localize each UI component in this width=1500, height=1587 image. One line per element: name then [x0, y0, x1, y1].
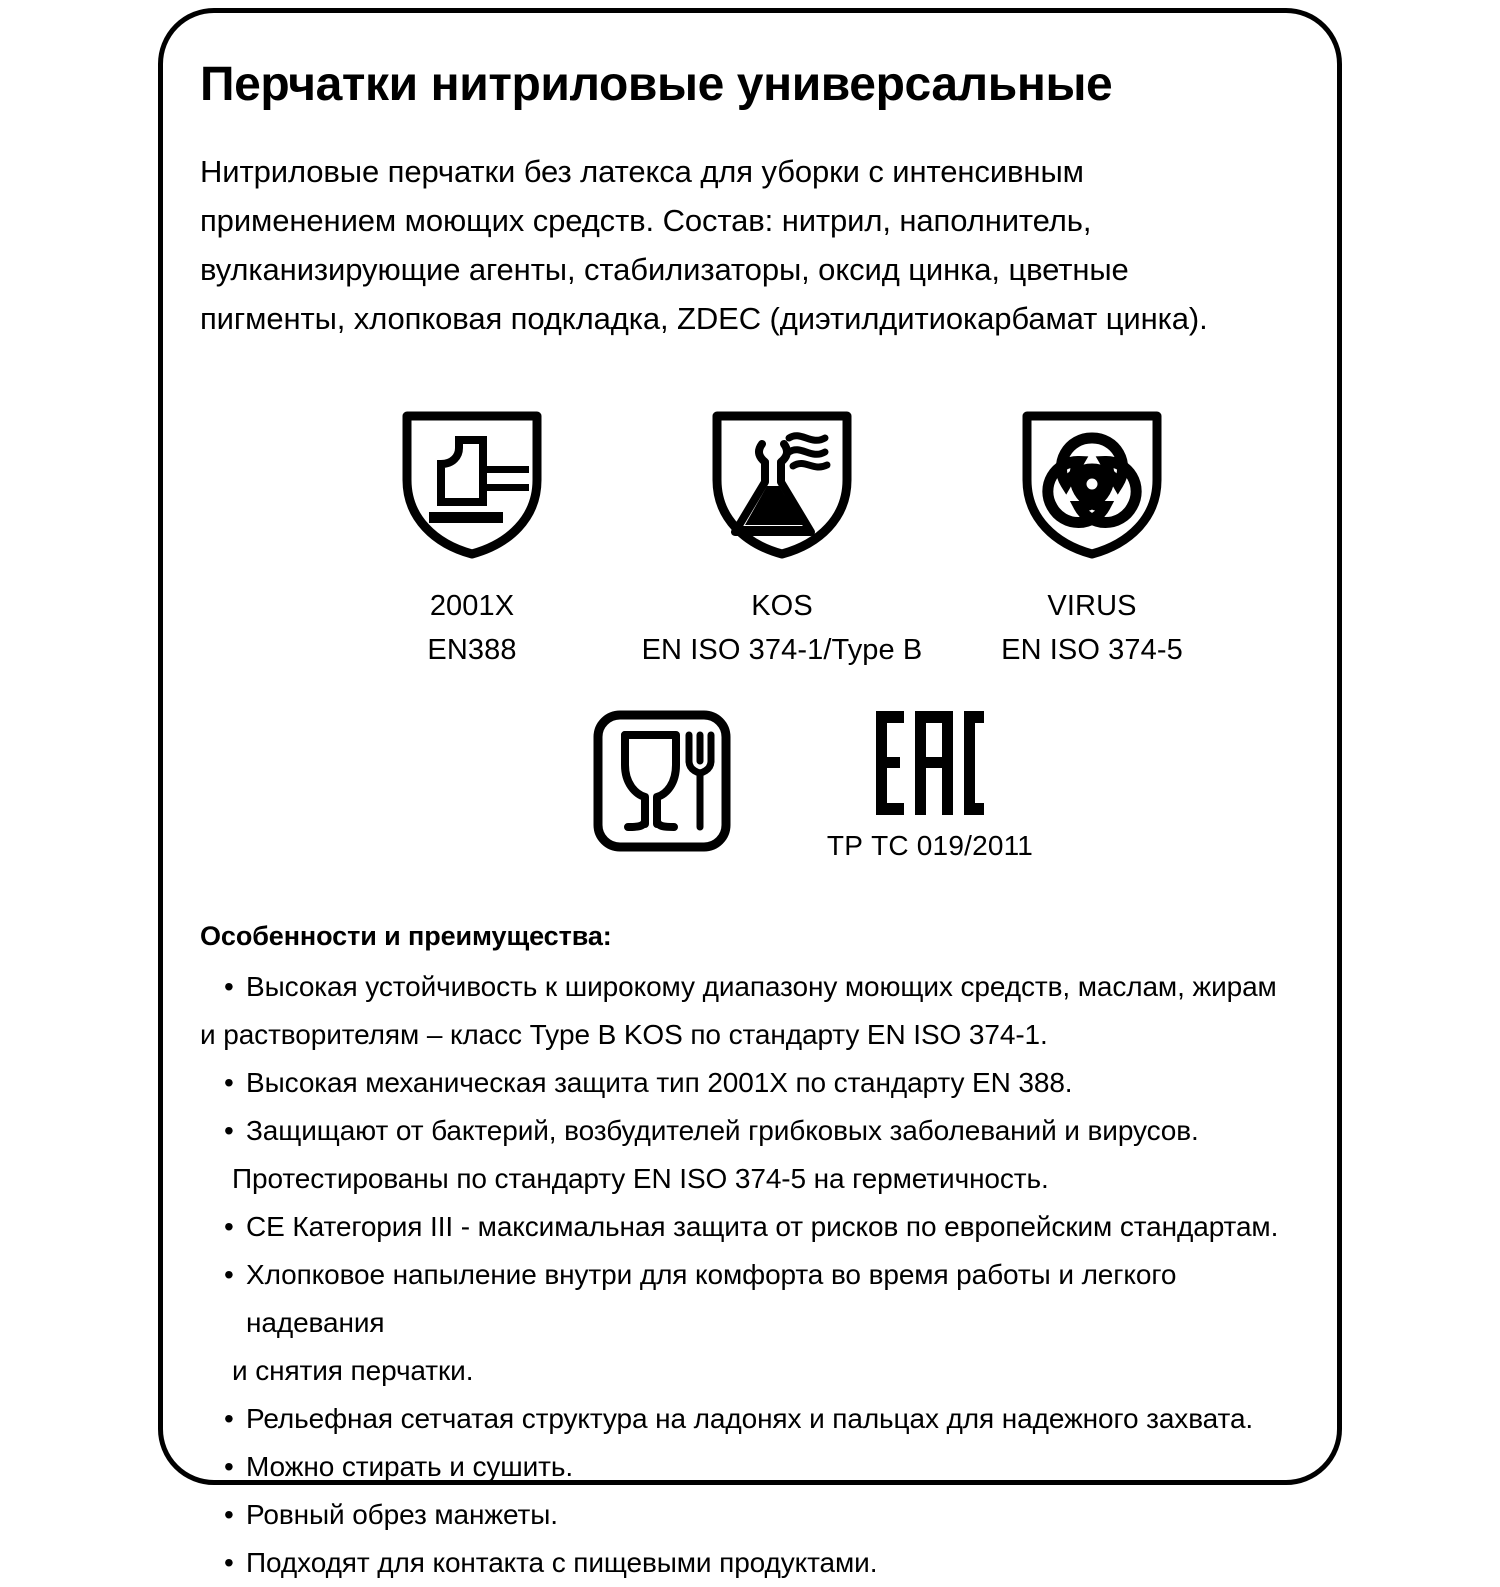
bullet-glyph: •	[224, 1451, 234, 1482]
pictogram-standard: EN388	[427, 634, 517, 666]
compliance-marks-row	[200, 707, 1310, 887]
bullet-glyph: •	[224, 1499, 234, 1530]
shield-biohazard-icon	[932, 408, 1252, 560]
pictogram-caption	[312, 584, 632, 672]
features-list	[200, 963, 1310, 1587]
bullet-glyph: •	[224, 1115, 234, 1146]
list-item	[200, 1107, 1310, 1203]
list-item	[200, 1539, 1310, 1587]
bullet-glyph: •	[224, 1211, 234, 1242]
list-item-line: Высокая механическая защита тип 2001X по стандарту EN 388.	[246, 1067, 1073, 1098]
list-item-line: Протестированы по стандарту EN ISO 374-5 на герметичность.	[232, 1163, 1049, 1194]
card-content	[200, 13, 1310, 1578]
food-safe-glass-fork-icon	[592, 709, 732, 858]
bullet-glyph: •	[224, 1259, 234, 1290]
certification-pictogram-row	[200, 408, 1310, 668]
pictogram-biohazard	[932, 408, 1252, 672]
bullet-glyph: •	[224, 971, 234, 1002]
pictogram-en388	[312, 408, 632, 672]
list-item	[200, 1059, 1310, 1107]
eac-mark-group	[800, 707, 1060, 862]
pictogram-standard: EN ISO 374-5	[1001, 634, 1183, 666]
list-item	[200, 963, 1310, 1059]
bullet-glyph: •	[224, 1067, 234, 1098]
list-item-line: Подходят для контакта с пищевыми продуктами.	[246, 1547, 878, 1578]
list-item-line: Высокая устойчивость к широкому диапазону моющих средств, маслам, жирам	[246, 971, 1277, 1002]
shield-mechanical-risks-icon	[312, 408, 632, 560]
pictogram-caption	[622, 584, 942, 672]
pictogram-chemical	[622, 408, 942, 672]
eac-conformity-mark-icon	[800, 707, 1060, 824]
list-item	[200, 1395, 1310, 1443]
pictogram-caption	[932, 584, 1252, 672]
list-item-line: Хлопковое напыление внутри для комфорта во время работы и легкого надевания	[246, 1259, 1177, 1338]
product-info-card	[158, 8, 1342, 1578]
list-item-line: Ровный обрез манжеты.	[246, 1499, 558, 1530]
list-item	[200, 1491, 1310, 1539]
pictogram-code: KOS	[751, 590, 813, 622]
list-item-line: и снятия перчатки.	[232, 1355, 474, 1386]
page-title: Перчатки нитриловые универсальные	[200, 58, 1113, 111]
list-item-line: CE Категория III - максимальная защита от рисков по европейским стандартам.	[246, 1211, 1279, 1242]
product-description: Нитриловые перчатки без латекса для уборки с интенсивным применением моющих средств. Состав: нитрил, наполнитель, вулканизирующие агенты, стабилизаторы, оксид цинка, цветные пигменты, хлопковая подкладка, ZDEC (диэтилдитиокарбамат цинка).	[200, 154, 1208, 336]
pictogram-code: VIRUS	[1047, 590, 1137, 622]
eac-caption: ТР ТС 019/2011	[826, 830, 1034, 861]
list-item-line: Можно стирать и сушить.	[246, 1451, 574, 1482]
list-item	[200, 1251, 1310, 1395]
shield-chemical-risks-icon	[622, 408, 942, 560]
pictogram-standard: EN ISO 374-1/Type B	[641, 634, 923, 666]
list-item-line: и растворителям – класс Type B KOS по стандарту EN ISO 374-1.	[200, 1019, 1048, 1050]
bullet-glyph: •	[224, 1547, 234, 1578]
list-item-line: Рельефная сетчатая структура на ладонях и пальцах для надежного захвата.	[246, 1403, 1254, 1434]
pictogram-code: 2001X	[429, 590, 515, 622]
list-item	[200, 1203, 1310, 1251]
list-item-line: Защищают от бактерий, возбудителей грибковых заболеваний и вирусов.	[246, 1115, 1199, 1146]
list-item	[200, 1443, 1310, 1491]
features-heading: Особенности и преимущества:	[200, 921, 612, 951]
bullet-glyph: •	[224, 1403, 234, 1434]
